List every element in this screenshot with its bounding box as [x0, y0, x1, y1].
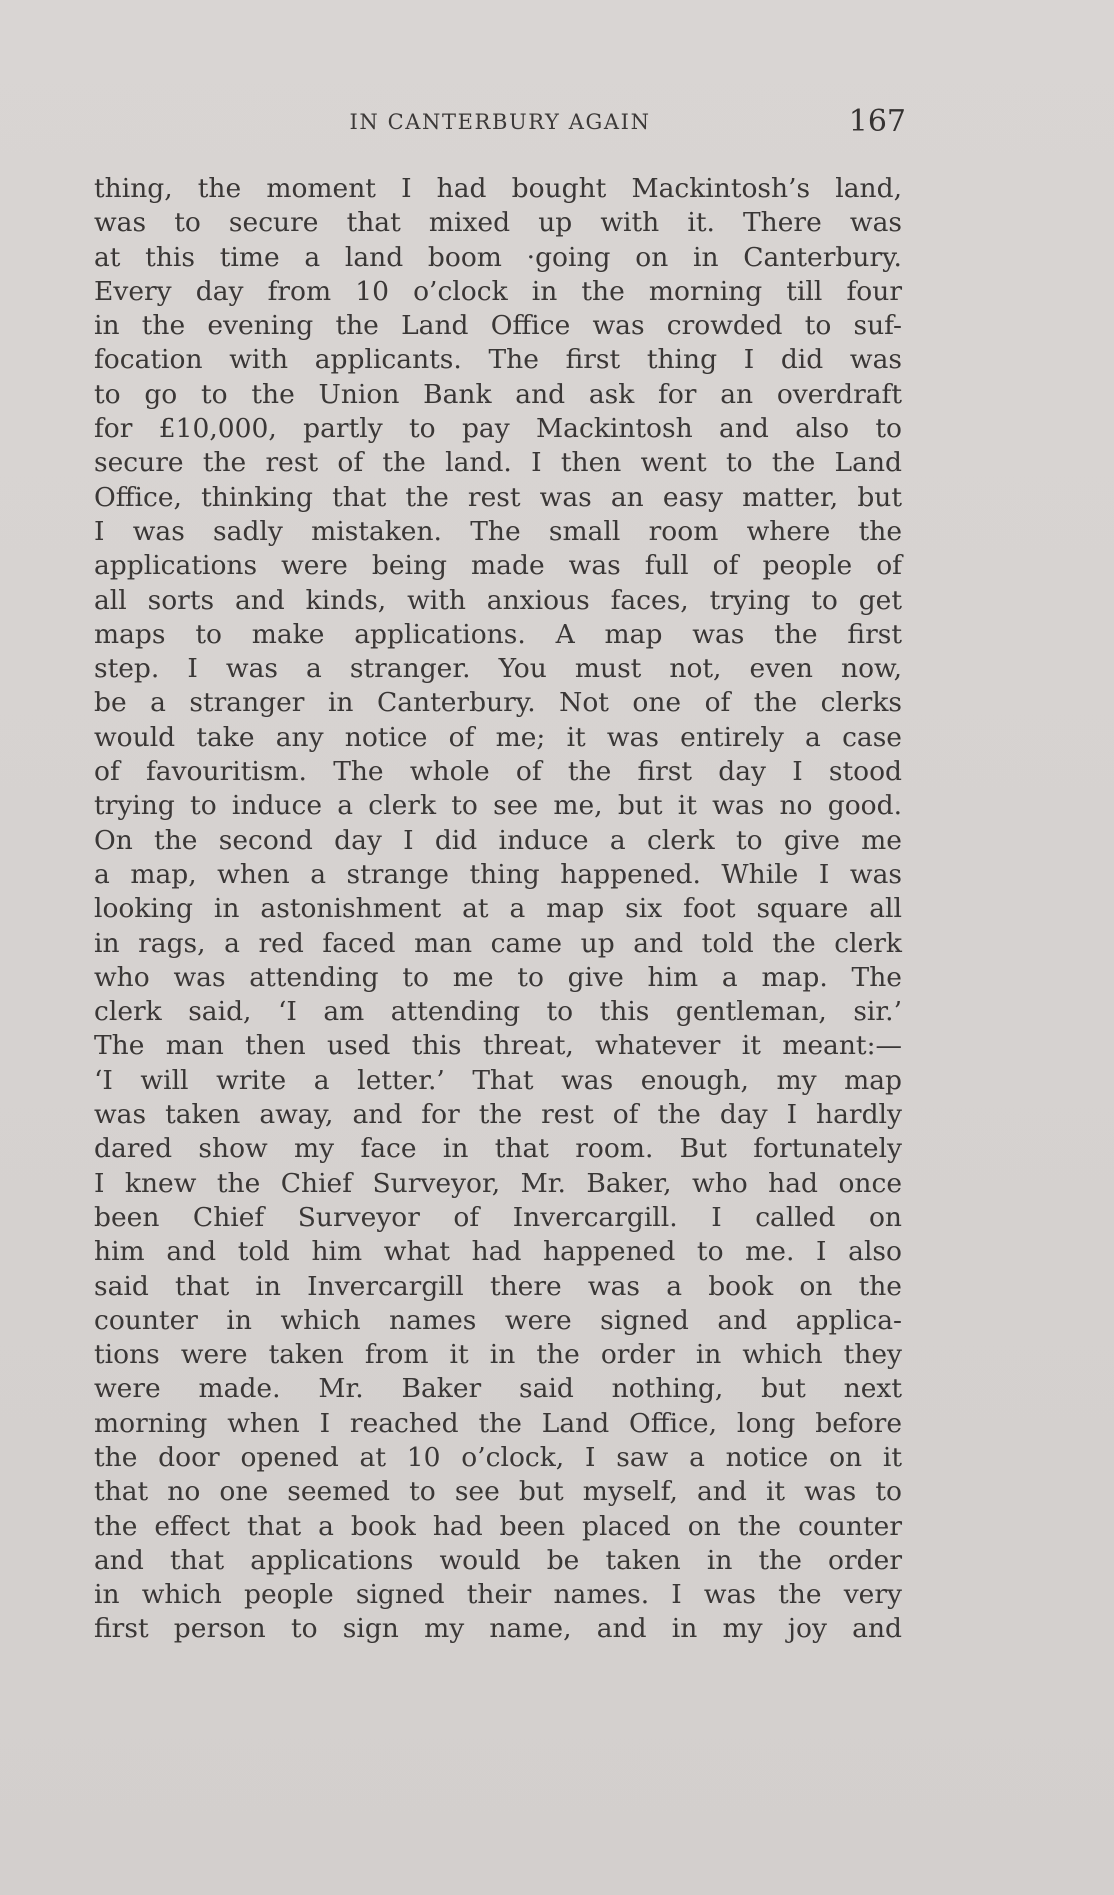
body-text — [94, 172, 902, 1647]
text-line: first person to sign my name, and in my joy and — [94, 1613, 902, 1645]
text-line: applications were being made was full of people of — [94, 550, 902, 582]
text-line: focation with applicants. The first thing I did was — [94, 344, 902, 376]
text-line: looking in astonishment at a map six foot square all — [94, 893, 902, 925]
text-line: ‘I will write a letter.’ That was enough, my map — [94, 1064, 902, 1096]
text-line: thing, the moment I had bought Mackintosh’s land, — [94, 173, 902, 204]
text-line: who was attending to me to give him a map. The — [94, 961, 902, 993]
text-line: was taken away, and for the rest of the day I hardly — [94, 1099, 902, 1131]
text-line: secure the rest of the land. I then went to the Land — [94, 447, 902, 479]
text-line: said that in Invercargill there was a book on the — [94, 1270, 902, 1302]
text-line: all sorts and kinds, with anxious faces, trying to get — [94, 584, 902, 616]
text-line: the effect that a book had been placed on the counter — [94, 1510, 902, 1542]
page-number: 167 — [848, 104, 906, 139]
text-line: of favouritism. The whole of the first day I stood — [94, 756, 902, 788]
text-line: was to secure that mixed up with it. There was — [94, 207, 902, 239]
text-line: and that applications would be taken in the order — [94, 1544, 902, 1576]
text-line: at this time a land boom ·going on in Canterbury. — [94, 241, 902, 273]
text-line: him and told him what had happened to me. I also — [94, 1236, 902, 1268]
text-line: that no one seemed to see but myself, and it was to — [94, 1476, 902, 1508]
text-line: dared show my face in that room. But fortunately — [94, 1133, 902, 1165]
text-line: for £10,000, partly to pay Mackintosh and also to — [94, 413, 902, 445]
text-line: trying to induce a clerk to see me, but it was no good. — [94, 790, 902, 822]
text-line: to go to the Union Bank and ask for an overdraft — [94, 378, 902, 410]
text-line: counter in which names were signed and applica- — [94, 1304, 902, 1336]
running-title: IN CANTERBURY AGAIN — [349, 110, 651, 134]
text-line: step. I was a stranger. You must not, even now, — [94, 653, 902, 685]
text-line: clerk said, ‘I am attending to this gentleman, sir.’ — [94, 996, 902, 1028]
text-line: been Chief Surveyor of Invercargill. I called on — [94, 1201, 902, 1233]
text-line: tions were taken from it in the order in which they — [94, 1339, 902, 1371]
text-line: in which people signed their names. I was the very — [94, 1579, 902, 1611]
text-line: Office, thinking that the rest was an easy matter, but — [94, 481, 902, 513]
text-line: were made. Mr. Baker said nothing, but next — [94, 1373, 902, 1405]
text-line: a map, when a strange thing happened. While I was — [94, 858, 902, 890]
text-line: in rags, a red faced man came up and told the clerk — [94, 927, 902, 959]
running-header — [94, 104, 906, 144]
text-line: in the evening the Land Office was crowded to suf- — [94, 310, 902, 342]
text-line: would take any notice of me; it was entirely a case — [94, 721, 902, 753]
text-line: morning when I reached the Land Office, long before — [94, 1407, 902, 1439]
text-line: Every day from 10 o’clock in the morning till four — [94, 275, 902, 307]
text-line: On the second day I did induce a clerk to give me — [94, 824, 902, 856]
text-line: be a stranger in Canterbury. Not one of the clerks — [94, 687, 902, 719]
text-line: the door opened at 10 o’clock, I saw a notice on it — [94, 1441, 902, 1473]
text-line: I was sadly mistaken. The small room where the — [94, 515, 902, 547]
text-line: maps to make applications. A map was the first — [94, 618, 902, 650]
text-line: The man then used this threat, whatever it meant:— — [94, 1030, 902, 1062]
text-line: I knew the Chief Surveyor, Mr. Baker, who had once — [94, 1167, 902, 1199]
